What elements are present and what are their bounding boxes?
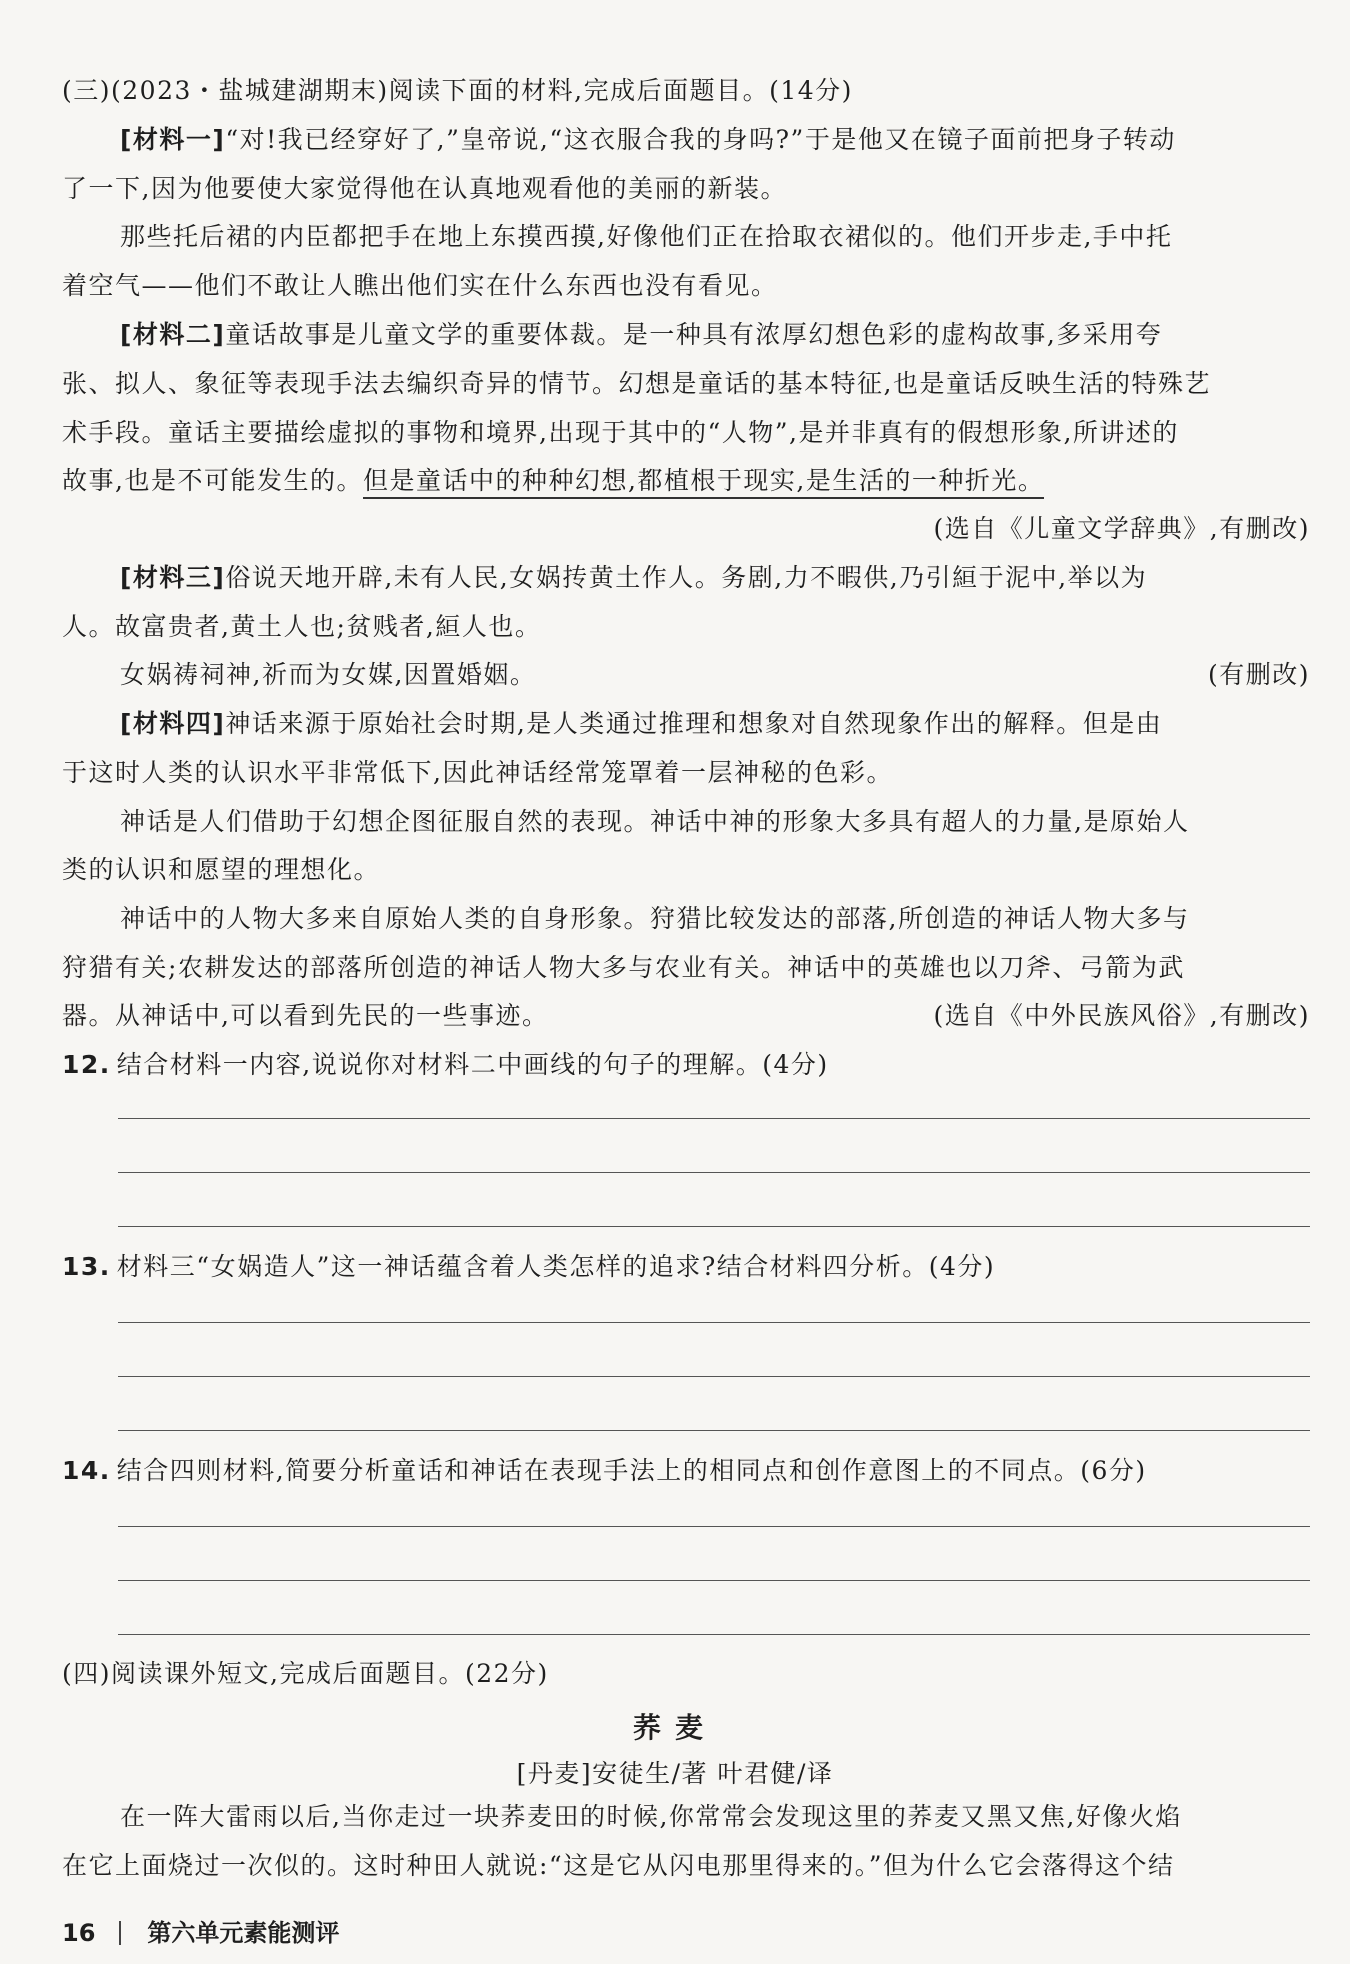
material-4-line-7: 器。从神话中,可以看到先民的一些事迹。 bbox=[62, 1001, 549, 1030]
material-1-para-1-line-2: 了一下,因为他要使大家觉得他在认真地观看他的美丽的新装。 bbox=[62, 174, 787, 203]
material-3-line-1: [材料三]俗说天地开辟,未有人民,女娲抟黄土作人。务剧,力不暇供,乃引絙于泥中,举以为 bbox=[120, 563, 1148, 592]
answer-line[interactable] bbox=[118, 1376, 1310, 1377]
material-4-line-1: [材料四]神话来源于原始社会时期,是人类通过推理和想象对自然现象作出的解释。但是由 bbox=[120, 709, 1163, 738]
material-2-line-2: 张、拟人、象征等表现手法去编织奇异的情节。幻想是童话的基本特征,也是童话反映生活的特殊艺 bbox=[62, 369, 1211, 398]
material-3-line-3: 女娲祷祠神,祈而为女媒,因置婚姻。 bbox=[120, 660, 537, 689]
page-number: 16 bbox=[62, 1919, 96, 1947]
answer-line[interactable] bbox=[118, 1118, 1310, 1119]
footer-divider bbox=[119, 1921, 121, 1945]
question-13: 13. 材料三“女娲造人”这一神话蕴含着人类怎样的追求?结合材料四分析。(4分) bbox=[62, 1252, 996, 1281]
answer-line[interactable] bbox=[118, 1226, 1310, 1227]
material-1-para-2-line-1: 那些托后裙的内臣都把手在地上东摸西摸,好像他们正在拾取衣裙似的。他们开步走,手中托 bbox=[120, 222, 1173, 251]
material-4-tag: [材料四] bbox=[120, 709, 226, 738]
material-1-tag: [材料一] bbox=[120, 125, 226, 154]
question-number: 14. bbox=[62, 1456, 111, 1485]
material-2-line-4: 故事,也是不可能发生的。但是童话中的种种幻想,都植根于现实,是生活的一种折光。 bbox=[62, 466, 1310, 496]
material-4-line-2: 于这时人类的认识水平非常低下,因此神话经常笼罩着一层神秘的色彩。 bbox=[62, 758, 893, 787]
section-3-heading: (三)(2023・盐城建湖期末)阅读下面的材料,完成后面题目。(14分) bbox=[62, 76, 853, 105]
material-2-source: (选自《儿童文学辞典》,有删改) bbox=[933, 514, 1310, 543]
material-4-line-3: 神话是人们借助于幻想企图征服自然的表现。神话中神的形象大多具有超人的力量,是原始人 bbox=[120, 807, 1190, 836]
question-number: 13. bbox=[62, 1252, 111, 1281]
material-2-tag: [材料二] bbox=[120, 320, 226, 349]
page-footer bbox=[62, 1918, 339, 1948]
unit-title: 第六单元素能测评 bbox=[147, 1919, 340, 1947]
question-12: 12. 结合材料一内容,说说你对材料二中画线的句子的理解。(4分) bbox=[62, 1050, 829, 1079]
story-title: 荞麦 bbox=[632, 1711, 717, 1744]
material-3-line-2: 人。故富贵者,黄土人也;贫贱者,絙人也。 bbox=[62, 612, 542, 641]
material-1-para-2-line-2: 着空气——他们不敢让人瞧出他们实在什么东西也没有看见。 bbox=[62, 271, 778, 300]
material-2-line-1: [材料二]童话故事是儿童文学的重要体裁。是一种具有浓厚幻想色彩的虚构故事,多采用夸 bbox=[120, 320, 1163, 349]
material-2-line-3: 术手段。童话主要描绘虚拟的事物和境界,出现于其中的“人物”,是并非真有的假想形象,所讲述的 bbox=[62, 418, 1179, 447]
answer-line[interactable] bbox=[118, 1322, 1310, 1323]
material-4-line-4: 类的认识和愿望的理想化。 bbox=[62, 855, 381, 884]
material-4-line-6: 狩猎有关;农耕发达的部落所创造的神话人物大多与农业有关。神话中的英雄也以刀斧、弓箭为武 bbox=[62, 953, 1185, 982]
underlined-sentence: 但是童话中的种种幻想,都植根于现实,是生活的一种折光。 bbox=[363, 466, 1044, 499]
material-3-source: (有删改) bbox=[1207, 660, 1310, 689]
story-line-2: 在它上面烧过一次似的。这时种田人就说:“这是它从闪电那里得来的。”但为什么它会落得这个结 bbox=[62, 1851, 1175, 1880]
material-4-line-5: 神话中的人物大多来自原始人类的自身形象。狩猎比较发达的部落,所创造的神话人物大多与 bbox=[120, 904, 1190, 933]
answer-line[interactable] bbox=[118, 1526, 1310, 1527]
answer-line[interactable] bbox=[118, 1430, 1310, 1431]
story-line-1: 在一阵大雷雨以后,当你走过一块荞麦田的时候,你常常会发现这里的荞麦又黑又焦,好像火焰 bbox=[120, 1802, 1182, 1831]
section-4-heading: (四)阅读课外短文,完成后面题目。(22分) bbox=[62, 1659, 549, 1688]
story-byline: [丹麦]安徒生/著 叶君健/译 bbox=[516, 1759, 834, 1788]
question-14: 14. 结合四则材料,简要分析童话和神话在表现手法上的相同点和创作意图上的不同点。(6分) bbox=[62, 1456, 1147, 1485]
answer-line[interactable] bbox=[118, 1580, 1310, 1581]
material-1-para-1-line-1: [材料一]“对!我已经穿好了,”皇帝说,“这衣服合我的身吗?”于是他又在镜子面前把身子转动 bbox=[120, 125, 1176, 154]
answer-line[interactable] bbox=[118, 1172, 1310, 1173]
question-number: 12. bbox=[62, 1050, 111, 1079]
material-3-tag: [材料三] bbox=[120, 563, 226, 592]
answer-line[interactable] bbox=[118, 1634, 1310, 1635]
material-4-source: (选自《中外民族风俗》,有删改) bbox=[933, 1001, 1310, 1030]
